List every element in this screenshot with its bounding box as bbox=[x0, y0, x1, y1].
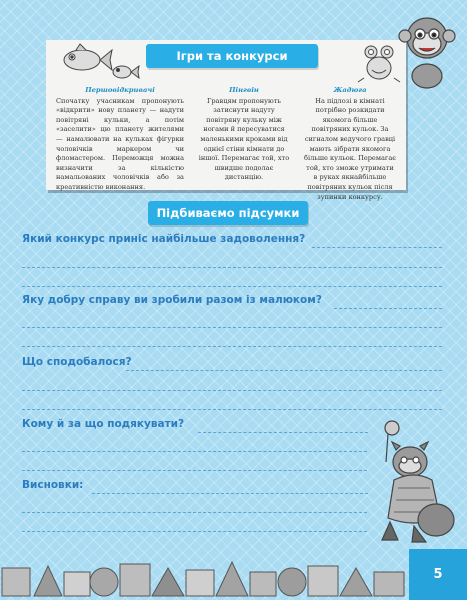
game-zhadiuha bbox=[304, 86, 396, 202]
answer-line[interactable] bbox=[312, 247, 442, 248]
game-text: Гравцям пропонують затиснути надуту повітряну кульку між ногами й пересуватися маленькими кроками від однієї стіни кімнати до іншої. Перемагає той, хто швидше подолає дистанцію. bbox=[198, 96, 290, 182]
page-number: 5 bbox=[409, 549, 467, 600]
game-title: Жадюга bbox=[333, 86, 367, 94]
answer-line[interactable] bbox=[22, 470, 367, 471]
question-liked: Що сподобалося? bbox=[22, 356, 132, 368]
answer-line[interactable] bbox=[22, 327, 442, 328]
question-thanks: Кому й за що подякувати? bbox=[22, 418, 185, 430]
games-title: Ігри та конкурси bbox=[146, 44, 318, 68]
answer-line[interactable] bbox=[198, 432, 368, 433]
answer-line[interactable] bbox=[126, 370, 442, 371]
answer-line[interactable] bbox=[22, 409, 442, 410]
answer-line[interactable] bbox=[22, 390, 442, 391]
answer-line[interactable] bbox=[22, 512, 367, 513]
answer-line[interactable] bbox=[22, 267, 442, 268]
game-text: На підлозі в кімнаті потрібно розкидати якомога більше повітряних кульок. За сигналом ведучого гравці мають зібрати якомога більше кульок. Перемагає той, хто зможе утримати в руках якнайбільше повітряних кульок після зупинки конкурсу. bbox=[304, 96, 396, 201]
question-good-deed: Яку добру справу ви зробили разом із малюком? bbox=[22, 294, 322, 306]
game-title: Пінгвін bbox=[229, 86, 259, 94]
game-pershovidkryvachi bbox=[56, 86, 184, 193]
decorative-shapes-border bbox=[0, 550, 409, 600]
fish-illustration bbox=[54, 42, 144, 84]
raccoon-illustration bbox=[368, 418, 460, 548]
answer-line[interactable] bbox=[22, 286, 442, 287]
answer-line[interactable] bbox=[22, 531, 367, 532]
answer-line[interactable] bbox=[22, 451, 367, 452]
game-text: Спочатку учасникам пропонують «відкрити» нову планету — надути повітряні кульки, а потім «заселити» цю планету жителями — намалювати на кульках фігурки чоловічків маркером чи фломастером. Переможця можна визначити за кількістю намальованих чоловічків або за креативністю виконання. bbox=[56, 96, 184, 191]
question-favorite-contest: Який конкурс приніс найбільше задоволення? bbox=[22, 233, 306, 245]
answer-line[interactable] bbox=[334, 308, 442, 309]
game-pinhvin bbox=[196, 86, 292, 183]
games-card bbox=[46, 40, 406, 201]
monkey-illustration bbox=[394, 10, 464, 90]
answer-line[interactable] bbox=[92, 493, 368, 494]
summary-title: Підбиваємо підсумки bbox=[148, 201, 308, 225]
answer-line[interactable] bbox=[22, 346, 442, 347]
game-title: Першовідкривачі bbox=[85, 86, 155, 94]
conclusions-label: Висновки: bbox=[22, 479, 84, 491]
